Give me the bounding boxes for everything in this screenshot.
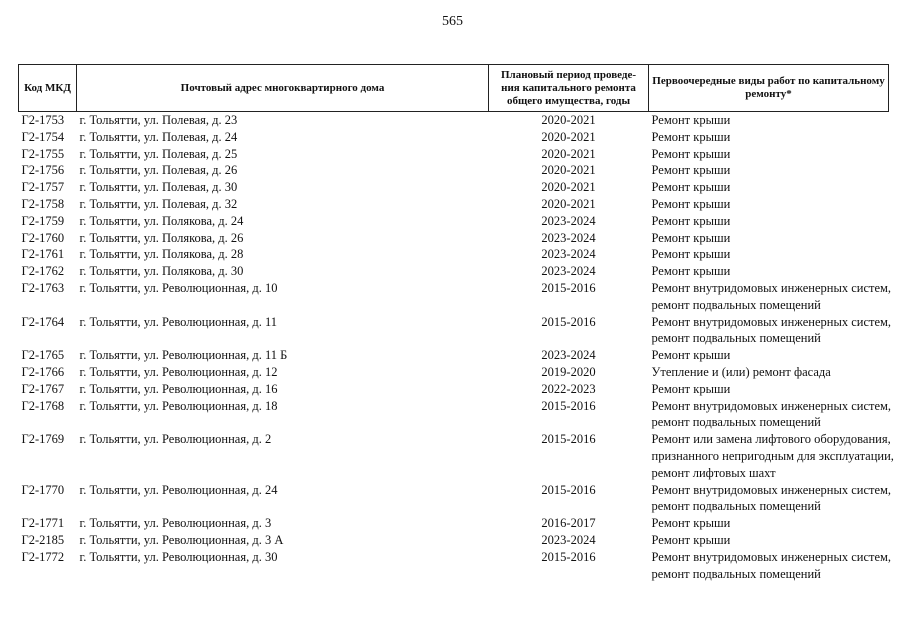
address-cell: г. Тольятти, ул. Революционная, д. 16 [79,381,278,396]
works-cell [649,112,889,129]
address-cell: г. Тольятти, ул. Полевая, д. 32 [79,196,238,211]
table-row [19,263,889,280]
header-row [19,65,889,112]
period-cell: 2020-2021 [541,113,596,127]
table-row [19,129,889,146]
table-body [19,112,894,583]
address-cell: г. Тольятти, ул. Полевая, д. 30 [79,180,238,195]
works-cell [649,431,894,481]
work-line: Ремонт крыши [651,230,731,245]
period-cell: 2020-2021 [541,129,596,144]
address-cell: г. Тольятти, ул. Полевая, д. 23 [79,113,238,127]
work-line: Ремонт крыши [651,129,731,144]
code-cell: Г2-1755 [21,146,65,161]
address-cell: г. Тольятти, ул. Революционная, д. 3 А [79,532,284,547]
work-line: Ремонт внутридомовых инженерных систем, [651,280,892,295]
works-cell [649,398,892,432]
period-cell: 2015-2016 [541,482,596,497]
work-line: Ремонт или замена лифтового оборудования, [651,432,891,447]
code-cell: Г2-1769 [21,432,65,447]
works-cell [649,230,889,247]
address-cell: г. Тольятти, ул. Полякова, д. 24 [79,213,244,228]
period-cell: 2015-2016 [541,432,596,447]
code-cell: Г2-1758 [21,196,65,211]
period-cell: 2023-2024 [541,247,596,262]
works-cell [649,263,889,280]
code-cell: Г2-1757 [21,180,65,195]
period-cell: 2020-2021 [541,163,596,178]
table-row [19,146,889,163]
work-line: ремонт лифтовых шахт [651,465,776,480]
works-cell [649,364,889,381]
work-line: Ремонт внутридомовых инженерных систем, [651,398,892,413]
work-line: Ремонт крыши [651,516,731,531]
table-row [19,179,889,196]
work-line: Ремонт внутридомовых инженерных систем, [651,314,892,329]
address-cell: г. Тольятти, ул. Полевая, д. 26 [79,163,238,178]
code-cell: Г2-1768 [21,398,65,413]
works-cell [649,532,889,549]
work-line: Ремонт крыши [651,113,731,127]
table-row [19,112,889,129]
period-cell: 2023-2024 [541,230,596,245]
work-line: Ремонт крыши [651,180,731,195]
period-cell: 2023-2024 [541,348,596,363]
code-cell: Г2-1765 [21,348,65,363]
period-cell: 2019-2020 [541,364,596,379]
table-row [19,549,889,583]
period-cell: 2015-2016 [541,398,596,413]
works-cell [649,246,889,263]
works-cell [649,179,889,196]
table-row [19,364,889,381]
code-cell: Г2-1760 [21,230,65,245]
header-code: Код МКД [19,65,77,112]
work-line: ремонт подвальных помещений [651,331,821,346]
code-cell: Г2-2185 [21,532,65,547]
works-cell [649,347,889,364]
work-line: Ремонт крыши [651,247,731,262]
work-line: Ремонт внутридомовых инженерных систем, [651,482,892,497]
code-cell: Г2-1756 [21,163,65,178]
address-cell: г. Тольятти, ул. Полякова, д. 26 [79,230,244,245]
works-cell [649,314,892,348]
work-line: Ремонт крыши [651,213,731,228]
address-cell: г. Тольятти, ул. Революционная, д. 24 [79,482,278,497]
work-line: ремонт подвальных помещений [651,415,821,430]
header-address: Почтовый адрес многоквартирного дома [77,65,489,112]
work-line: Ремонт внутридомовых инженерных систем, [651,549,892,564]
work-line: признанного непригодным для эксплуатации, [651,448,894,463]
work-line: ремонт подвальных помещений [651,566,821,581]
works-cell [649,129,889,146]
period-cell: 2023-2024 [541,213,596,228]
table-row [19,246,889,263]
works-cell [649,146,889,163]
works-cell [649,213,889,230]
period-cell: 2015-2016 [541,549,596,564]
works-cell [649,549,892,583]
housing-registry-table [18,64,894,582]
period-cell: 2016-2017 [541,516,596,531]
work-line: Ремонт крыши [651,196,731,211]
table-row [19,398,889,432]
work-line: ремонт подвальных помещений [651,499,821,514]
work-line: Ремонт крыши [651,163,731,178]
period-cell: 2015-2016 [541,280,596,295]
address-cell: г. Тольятти, ул. Революционная, д. 2 [79,432,272,447]
work-line: Утепление и (или) ремонт фасада [651,364,831,379]
address-cell: г. Тольятти, ул. Революционная, д. 11 [79,314,278,329]
period-cell: 2022-2023 [541,381,596,396]
period-cell: 2020-2021 [541,196,596,211]
period-cell: 2023-2024 [541,264,596,279]
work-line: ремонт подвальных помещений [651,297,821,312]
period-cell: 2020-2021 [541,180,596,195]
work-line: Ремонт крыши [651,532,731,547]
address-cell: г. Тольятти, ул. Революционная, д. 10 [79,280,278,295]
address-cell: г. Тольятти, ул. Революционная, д. 11 Б [79,348,288,363]
table-row [19,196,889,213]
table-row [19,347,889,364]
code-cell: Г2-1759 [21,213,65,228]
address-cell: г. Тольятти, ул. Полякова, д. 28 [79,247,244,262]
works-cell [649,381,889,398]
code-cell: Г2-1772 [21,549,65,564]
work-line: Ремонт крыши [651,381,731,396]
works-cell [649,280,892,314]
code-cell: Г2-1754 [21,129,65,144]
code-cell: Г2-1770 [21,482,65,497]
work-line: Ремонт крыши [651,264,731,279]
code-cell: Г2-1762 [21,264,65,279]
works-cell [649,162,889,179]
work-line: Ремонт крыши [651,146,731,161]
period-cell: 2015-2016 [541,314,596,329]
table-row [19,314,889,348]
table-row [19,482,889,516]
table-row [19,162,889,179]
table-row [19,280,889,314]
period-cell: 2020-2021 [541,146,596,161]
address-cell: г. Тольятти, ул. Революционная, д. 3 [79,516,272,531]
code-cell: Г2-1771 [21,516,65,531]
works-cell [649,196,889,213]
address-cell: г. Тольятти, ул. Революционная, д. 12 [79,364,278,379]
code-cell: Г2-1767 [21,381,65,396]
works-cell [649,515,889,532]
address-cell: г. Тольятти, ул. Полевая, д. 25 [79,146,238,161]
page-number: 565 [442,14,463,29]
works-cell [649,482,892,516]
code-cell: Г2-1763 [21,280,65,295]
table-row [19,213,889,230]
table-row [19,431,889,481]
code-cell: Г2-1761 [21,247,65,262]
address-cell: г. Тольятти, ул. Революционная, д. 30 [79,549,278,564]
header-works: Первоочередные виды работ по капитальному ремонту* [649,65,889,112]
period-cell: 2023-2024 [541,532,596,547]
code-cell: Г2-1764 [21,314,65,329]
table-row [19,532,889,549]
table-header [19,65,889,112]
address-cell: г. Тольятти, ул. Полякова, д. 30 [79,264,244,279]
work-line: Ремонт крыши [651,348,731,363]
table-row [19,230,889,247]
code-cell: Г2-1766 [21,364,65,379]
table-row [19,515,889,532]
address-cell: г. Тольятти, ул. Революционная, д. 18 [79,398,278,413]
table-row [19,381,889,398]
code-cell: Г2-1753 [21,113,65,127]
address-cell: г. Тольятти, ул. Полевая, д. 24 [79,129,238,144]
header-period: Плановый период проведе-ния капитального ремонта общего имущества, годы [489,65,649,112]
